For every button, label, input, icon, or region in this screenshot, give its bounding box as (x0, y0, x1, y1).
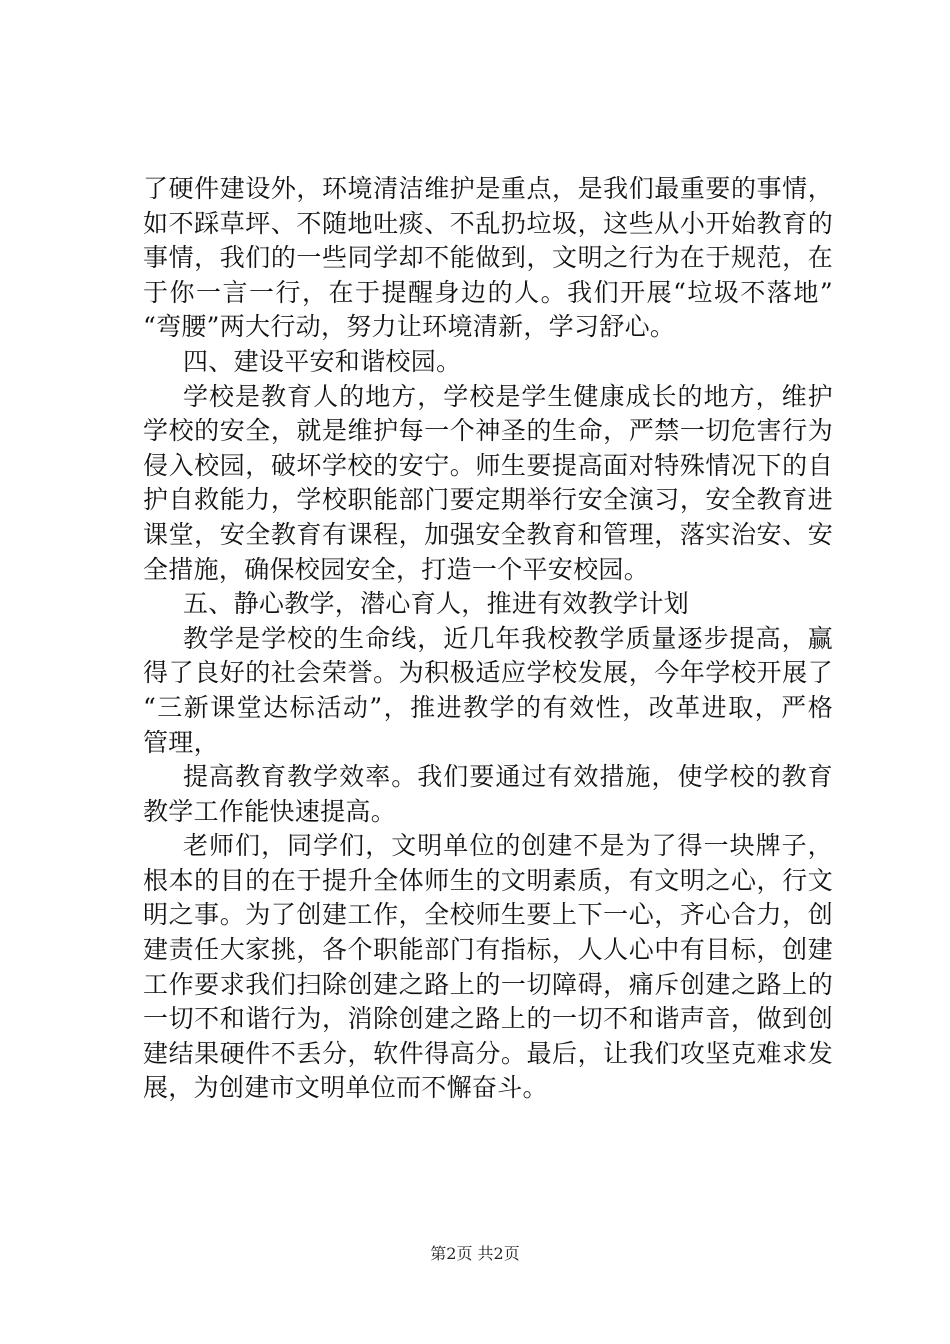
text-line: 于你一言一行，在于提醒身边的人。我们开展“垃圾不落地” (143, 277, 833, 307)
text-line: 学校是教育人的地方，学校是学生健康成长的地方，维护 (183, 381, 833, 411)
text-line: 学校的安全，就是维护每一个神圣的生命，严禁一切危害行为 (143, 416, 833, 446)
text-line: 教学工作能快速提高。 (143, 796, 397, 826)
text-line: 根本的目的在于提升全体师生的文明素质，有文明之心，行文 (143, 865, 833, 895)
text-line: 提高教育教学效率。我们要通过有效措施，使学校的教育 (183, 762, 833, 792)
text-line: 侵入校园，破坏学校的安宁。师生要提高面对特殊情况下的自 (143, 450, 833, 480)
page-footer: 第2页 共2页 (430, 1244, 520, 1263)
text-line: 教学是学校的生命线，近几年我校教学质量逐步提高，赢 (183, 623, 833, 653)
text-line: 四、建设平安和谐校园。 (183, 346, 462, 376)
text-line: 明之事。为了创建工作，全校师生要上下一心，齐心合力，创 (143, 900, 833, 930)
text-line: 一切不和谐行为，消除创建之路上的一切不和谐声音，做到创 (143, 1004, 833, 1034)
text-line: 了硬件建设外，环境清洁维护是重点，是我们最重要的事情， (143, 174, 833, 203)
document-body (143, 172, 833, 1106)
text-line: 事情，我们的一些同学却不能做到，文明之行为在于规范，在 (143, 243, 833, 273)
text-line: 全措施，确保校园安全，打造一个平安校园。 (143, 554, 650, 584)
text-line: 管理， (143, 727, 219, 757)
text-line: 工作要求我们扫除创建之路上的一切障碍，痛斥创建之路上的 (143, 969, 833, 999)
text-line: 护自救能力，学校职能部门要定期举行安全演习，安全教育进 (143, 485, 833, 515)
text-line: 课堂，安全教育有课程，加强安全教育和管理，落实治安、安 (143, 519, 833, 549)
text-line: “弯腰”两大行动，努力让环境清新，学习舒心。 (143, 312, 676, 342)
text-line: 老师们，同学们，文明单位的创建不是为了得一块牌子， (183, 831, 833, 861)
text-line: 得了良好的社会荣誉。为积极适应学校发展，今年学校开展了 (143, 658, 833, 688)
text-line: 展，为创建市文明单位而不懈奋斗。 (143, 1073, 548, 1103)
text-line: 建结果硬件不丢分，软件得高分。最后，让我们攻坚克难求发 (143, 1038, 833, 1068)
text-line: “三新课堂达标活动”，推进教学的有效性，改革进取，严格 (143, 692, 833, 722)
text-line: 五、静心教学，潜心育人，推进有效教学计划 (183, 589, 690, 619)
text-line: 如不踩草坪、不随地吐痰、不乱扔垃圾，这些从小开始教育的 (143, 208, 833, 238)
text-line: 建责任大家挑，各个职能部门有指标，人人心中有目标，创建 (143, 935, 833, 965)
